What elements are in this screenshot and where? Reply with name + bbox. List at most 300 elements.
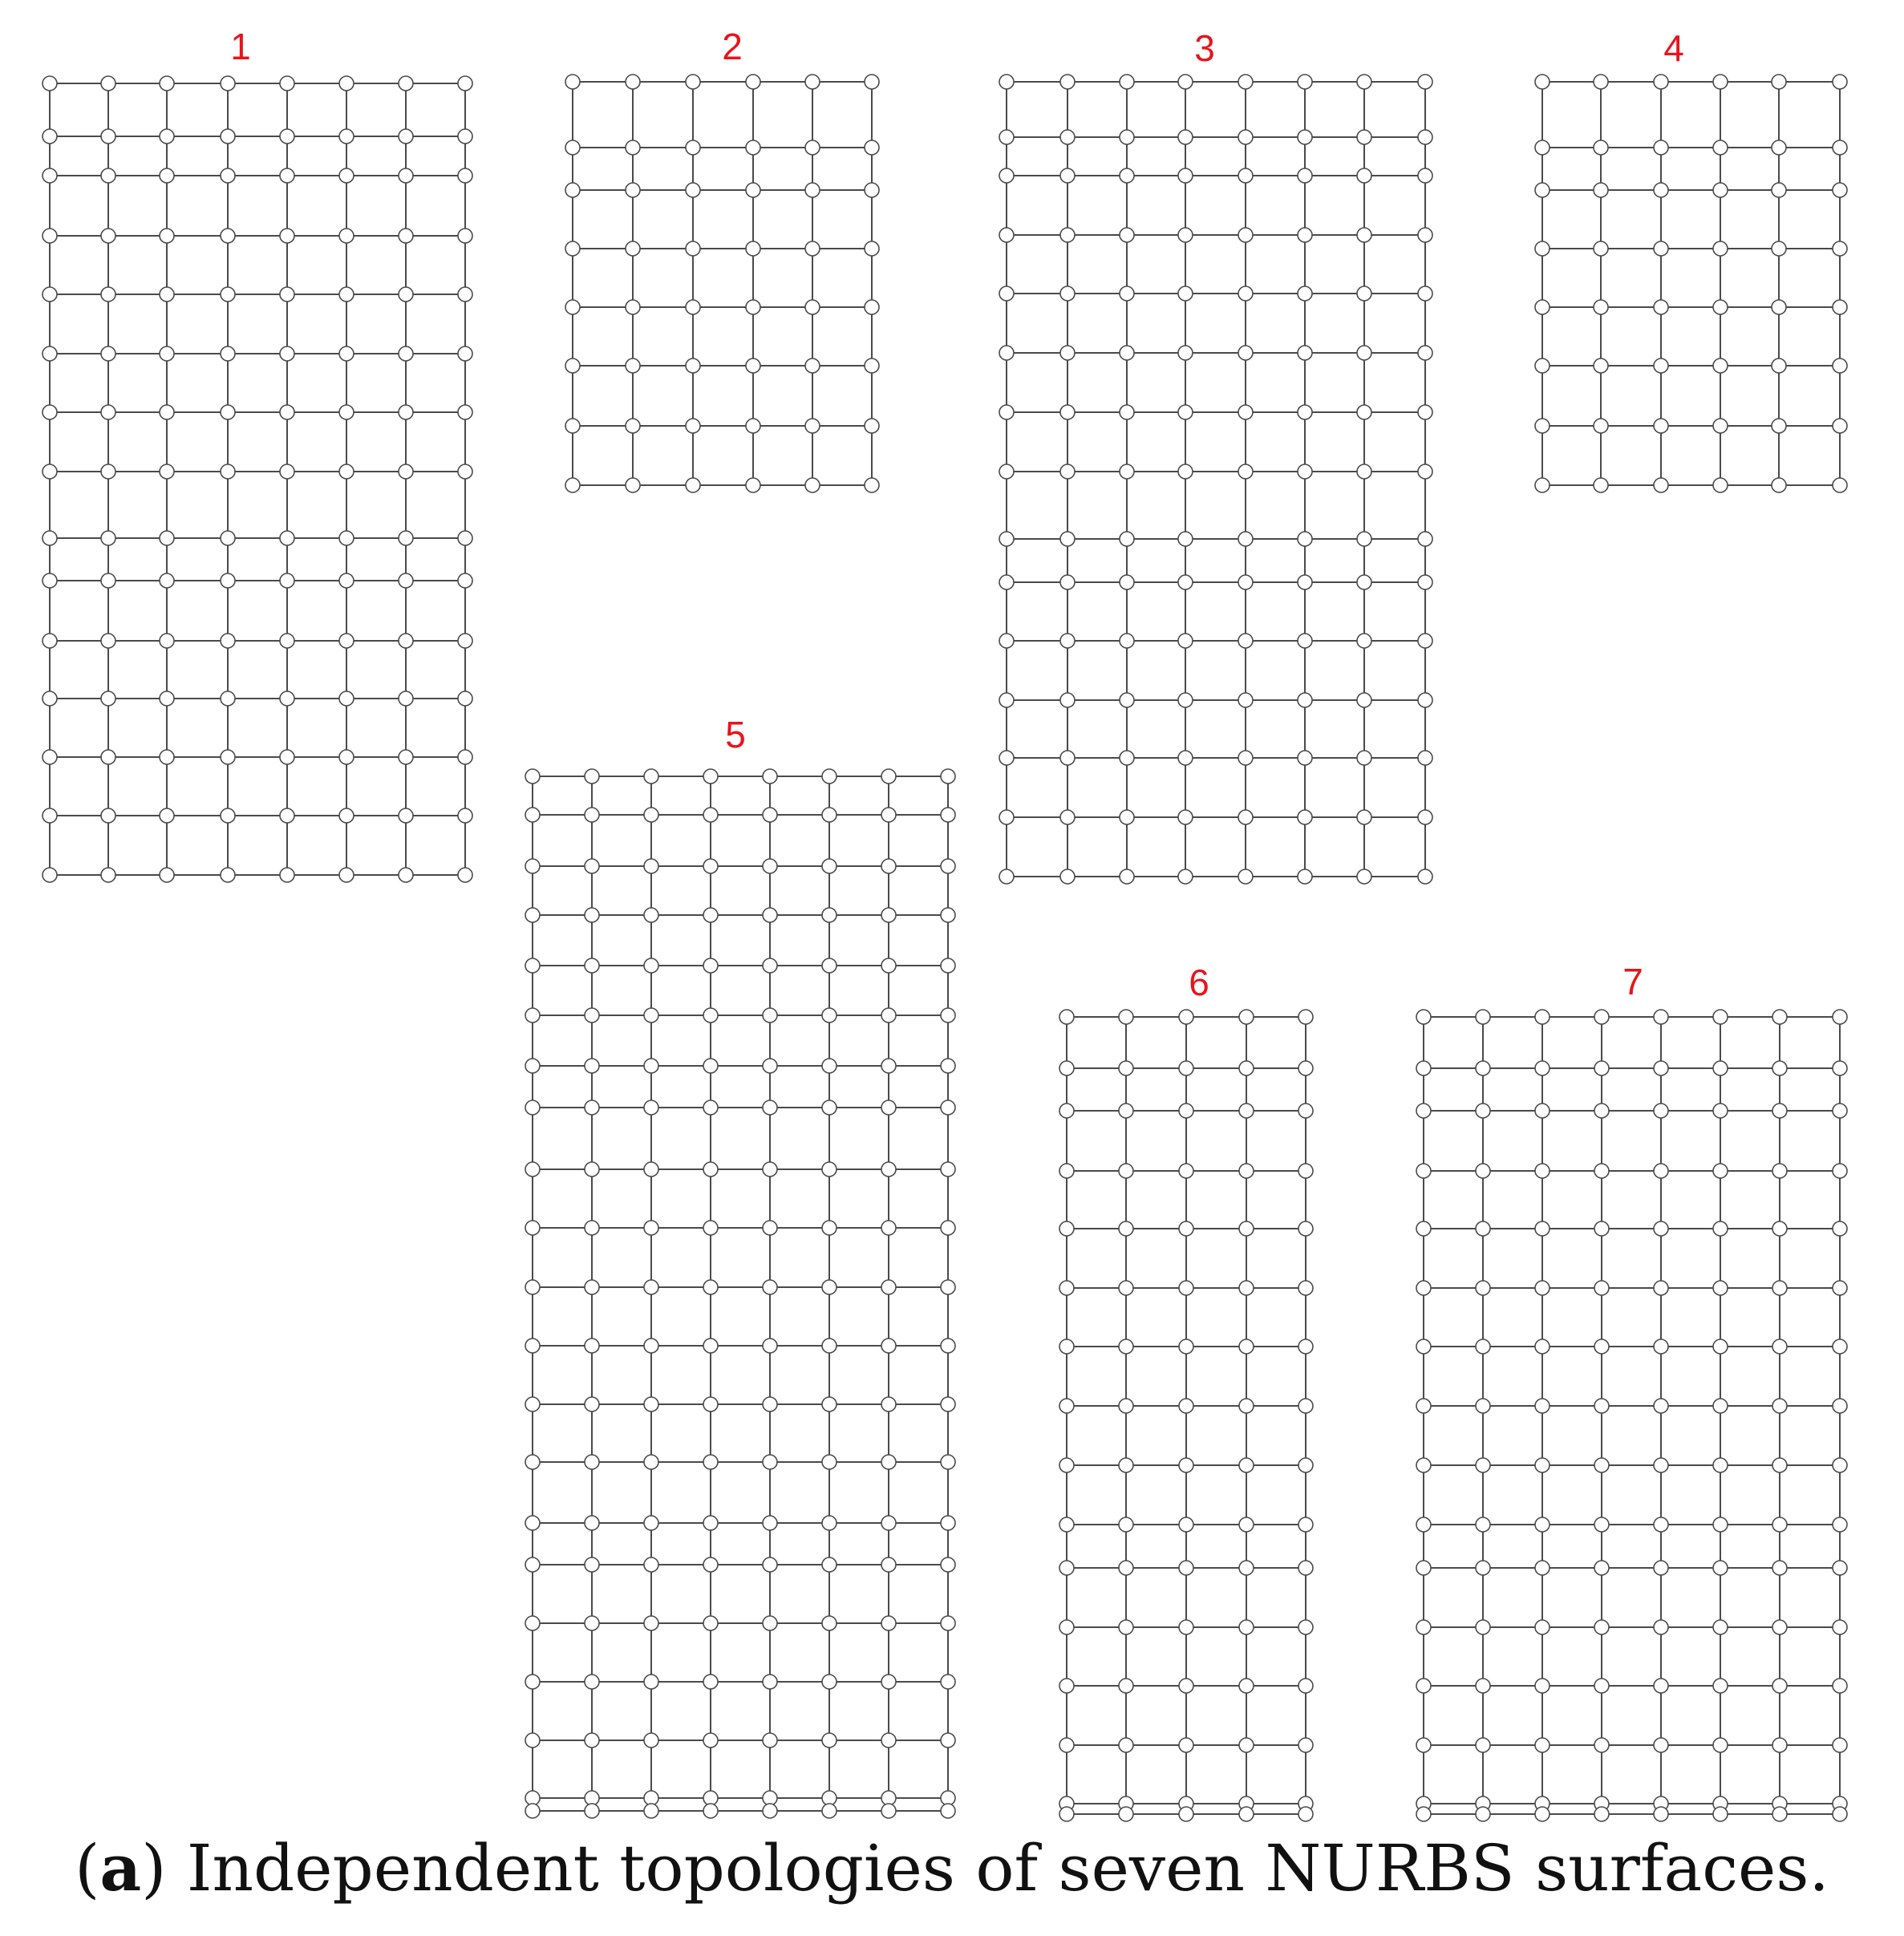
control-point bbox=[585, 1221, 599, 1235]
control-point bbox=[585, 1059, 599, 1073]
control-point bbox=[703, 1616, 718, 1630]
control-point bbox=[221, 808, 235, 823]
control-point bbox=[1120, 634, 1134, 648]
control-point bbox=[1120, 228, 1134, 242]
control-point bbox=[339, 634, 354, 648]
control-point bbox=[280, 168, 294, 183]
control-point bbox=[585, 1557, 599, 1572]
control-point bbox=[1418, 575, 1432, 589]
control-point bbox=[763, 1100, 777, 1115]
control-point bbox=[1179, 1807, 1193, 1821]
control-point bbox=[1418, 75, 1432, 89]
control-point bbox=[1594, 1061, 1609, 1075]
control-point bbox=[881, 1675, 896, 1689]
control-point bbox=[399, 691, 413, 706]
control-point bbox=[881, 808, 896, 822]
control-point bbox=[763, 1675, 777, 1689]
control-point bbox=[1060, 346, 1075, 360]
surface-label-5: 5 bbox=[725, 714, 746, 755]
control-point bbox=[1239, 1679, 1254, 1693]
control-point bbox=[280, 129, 294, 144]
control-point bbox=[525, 808, 540, 822]
control-point bbox=[1713, 1221, 1728, 1236]
control-point bbox=[1654, 1061, 1668, 1075]
control-point bbox=[1713, 1399, 1728, 1413]
control-point bbox=[881, 958, 896, 973]
control-point bbox=[458, 405, 472, 419]
control-point bbox=[805, 140, 820, 155]
control-point bbox=[525, 1397, 540, 1411]
control-point bbox=[101, 573, 115, 588]
control-point bbox=[1298, 634, 1312, 648]
control-point bbox=[1416, 1517, 1431, 1532]
control-point bbox=[1833, 1738, 1847, 1752]
control-point bbox=[280, 868, 294, 882]
control-point bbox=[1535, 1517, 1550, 1532]
control-point bbox=[1179, 1738, 1193, 1752]
control-point bbox=[221, 531, 235, 545]
control-point bbox=[822, 1221, 837, 1235]
control-point bbox=[644, 1162, 658, 1177]
control-point bbox=[1654, 1620, 1668, 1634]
control-point bbox=[703, 1008, 718, 1023]
control-point bbox=[101, 750, 115, 764]
control-point bbox=[160, 634, 174, 648]
control-point bbox=[43, 287, 57, 302]
control-point bbox=[703, 1675, 718, 1689]
control-point bbox=[399, 750, 413, 764]
control-point bbox=[1238, 869, 1253, 884]
control-point bbox=[585, 769, 599, 784]
control-point bbox=[1239, 1738, 1254, 1752]
control-point bbox=[746, 300, 760, 314]
control-point bbox=[763, 1280, 777, 1294]
control-point bbox=[1416, 1679, 1431, 1693]
control-point bbox=[881, 769, 896, 784]
control-point bbox=[644, 1804, 658, 1818]
control-point bbox=[805, 183, 820, 197]
control-point bbox=[881, 1804, 896, 1818]
control-point bbox=[763, 1059, 777, 1073]
control-point bbox=[1594, 1221, 1609, 1236]
control-point bbox=[1772, 1061, 1787, 1075]
control-point bbox=[1238, 405, 1253, 419]
control-point bbox=[1772, 1010, 1787, 1024]
control-point bbox=[1059, 1807, 1074, 1821]
control-point bbox=[881, 1100, 896, 1115]
control-point bbox=[1239, 1561, 1254, 1575]
control-point bbox=[644, 1733, 658, 1748]
control-point bbox=[43, 531, 57, 545]
control-point bbox=[763, 859, 777, 873]
control-point bbox=[763, 1616, 777, 1630]
control-point bbox=[101, 531, 115, 545]
control-point bbox=[1535, 358, 1550, 373]
control-point bbox=[1594, 478, 1608, 492]
control-point bbox=[763, 1455, 777, 1469]
control-point bbox=[865, 478, 879, 492]
control-point bbox=[1713, 358, 1728, 373]
control-point bbox=[221, 405, 235, 419]
control-point bbox=[1654, 1458, 1668, 1472]
control-point bbox=[881, 1616, 896, 1630]
control-point bbox=[101, 405, 115, 419]
control-point bbox=[1357, 286, 1371, 301]
control-point bbox=[1059, 1679, 1074, 1693]
control-point bbox=[1418, 464, 1432, 479]
control-point bbox=[1594, 1517, 1609, 1532]
control-point bbox=[525, 1516, 540, 1530]
surface-label-1: 1 bbox=[230, 26, 251, 67]
control-point bbox=[585, 908, 599, 922]
control-point bbox=[1059, 1164, 1074, 1178]
control-point bbox=[1418, 869, 1432, 884]
control-point bbox=[1239, 1061, 1254, 1075]
control-point bbox=[822, 1804, 837, 1818]
control-point bbox=[101, 76, 115, 91]
control-point bbox=[1418, 751, 1432, 765]
control-point bbox=[399, 229, 413, 243]
control-point bbox=[1119, 1517, 1133, 1532]
control-point bbox=[399, 76, 413, 91]
control-point bbox=[1059, 1104, 1074, 1118]
control-point bbox=[626, 183, 640, 197]
control-point bbox=[101, 464, 115, 479]
control-point bbox=[1119, 1104, 1133, 1118]
control-point bbox=[1119, 1458, 1133, 1472]
control-point bbox=[160, 531, 174, 545]
control-point bbox=[686, 419, 700, 433]
control-point bbox=[525, 1455, 540, 1469]
control-point bbox=[644, 958, 658, 973]
control-point bbox=[1713, 1679, 1728, 1693]
control-point bbox=[1713, 478, 1728, 492]
control-point bbox=[1238, 575, 1253, 589]
control-point bbox=[160, 287, 174, 302]
control-point bbox=[1713, 1104, 1728, 1118]
surface-label-6: 6 bbox=[1189, 962, 1209, 1003]
control-point bbox=[822, 1162, 837, 1177]
control-point bbox=[1416, 1221, 1431, 1236]
control-point bbox=[822, 1675, 837, 1689]
control-point bbox=[1416, 1010, 1431, 1024]
control-point bbox=[458, 634, 472, 648]
control-point bbox=[1060, 575, 1075, 589]
control-point bbox=[1654, 1399, 1668, 1413]
control-point bbox=[703, 808, 718, 822]
control-point bbox=[1594, 419, 1608, 433]
control-point bbox=[1654, 1561, 1668, 1575]
control-point bbox=[221, 573, 235, 588]
control-point bbox=[585, 1100, 599, 1115]
surface-5 bbox=[525, 714, 955, 1818]
control-point bbox=[746, 75, 760, 89]
surface-7 bbox=[1416, 961, 1847, 1821]
control-point bbox=[881, 1059, 896, 1073]
control-point bbox=[1535, 1738, 1550, 1752]
control-point bbox=[160, 573, 174, 588]
control-point bbox=[1594, 1281, 1609, 1295]
control-point bbox=[585, 1675, 599, 1689]
control-point bbox=[1179, 1679, 1193, 1693]
control-point bbox=[160, 168, 174, 183]
control-point bbox=[221, 346, 235, 361]
control-point bbox=[703, 1733, 718, 1748]
control-point bbox=[1772, 1221, 1787, 1236]
control-point bbox=[1713, 1061, 1728, 1075]
control-point bbox=[1059, 1458, 1074, 1472]
control-point bbox=[1654, 75, 1668, 89]
control-point bbox=[1713, 1164, 1728, 1178]
control-point bbox=[585, 1397, 599, 1411]
control-point bbox=[339, 691, 354, 706]
control-point bbox=[686, 75, 700, 89]
control-point bbox=[941, 1455, 955, 1469]
control-point bbox=[585, 1162, 599, 1177]
control-point bbox=[703, 1059, 718, 1073]
control-point bbox=[43, 129, 57, 144]
control-point bbox=[822, 1008, 837, 1023]
control-point bbox=[644, 1516, 658, 1530]
control-point bbox=[399, 808, 413, 823]
control-point bbox=[1476, 1221, 1490, 1236]
control-point bbox=[1179, 1164, 1193, 1178]
control-point bbox=[999, 228, 1014, 242]
control-point bbox=[1179, 1221, 1193, 1236]
control-point bbox=[1654, 183, 1668, 197]
control-point bbox=[1059, 1399, 1074, 1413]
control-point bbox=[280, 229, 294, 243]
control-point bbox=[1654, 140, 1668, 155]
control-point bbox=[1298, 1164, 1313, 1178]
control-point bbox=[703, 1280, 718, 1294]
control-point bbox=[686, 140, 700, 155]
control-point bbox=[1298, 693, 1312, 707]
control-point bbox=[221, 76, 235, 91]
control-point bbox=[339, 346, 354, 361]
control-point bbox=[1772, 358, 1786, 373]
control-point bbox=[1059, 1339, 1074, 1354]
control-point bbox=[1298, 75, 1312, 89]
control-point bbox=[221, 129, 235, 144]
control-point bbox=[1298, 464, 1312, 479]
control-point bbox=[1298, 1738, 1313, 1752]
control-point bbox=[1654, 241, 1668, 256]
caption-prefix: ( bbox=[75, 1831, 100, 1906]
control-point bbox=[1059, 1281, 1074, 1295]
control-point bbox=[881, 1397, 896, 1411]
control-point bbox=[941, 1008, 955, 1023]
control-point bbox=[1594, 1339, 1609, 1354]
control-point bbox=[1654, 358, 1668, 373]
control-point bbox=[1239, 1517, 1254, 1532]
control-point bbox=[881, 859, 896, 873]
control-point bbox=[1772, 1517, 1787, 1532]
control-point bbox=[644, 1339, 658, 1353]
control-point bbox=[686, 478, 700, 492]
control-point bbox=[1416, 1164, 1431, 1178]
control-point bbox=[458, 287, 472, 302]
control-point bbox=[1179, 1620, 1193, 1634]
control-point bbox=[1239, 1104, 1254, 1118]
control-point bbox=[1060, 228, 1075, 242]
control-point bbox=[525, 958, 540, 973]
control-point bbox=[399, 531, 413, 545]
control-point bbox=[644, 808, 658, 822]
control-point bbox=[1059, 1010, 1074, 1024]
control-point bbox=[1594, 1807, 1609, 1821]
control-point bbox=[1416, 1104, 1431, 1118]
control-point bbox=[1713, 419, 1728, 433]
control-point bbox=[458, 76, 472, 91]
control-point bbox=[1654, 1807, 1668, 1821]
control-point bbox=[805, 358, 820, 373]
control-point bbox=[1713, 1339, 1728, 1354]
control-point bbox=[686, 183, 700, 197]
control-point bbox=[626, 358, 640, 373]
control-point bbox=[1238, 168, 1253, 183]
control-point bbox=[1535, 183, 1550, 197]
control-point bbox=[525, 908, 540, 922]
control-point bbox=[280, 531, 294, 545]
control-point bbox=[221, 287, 235, 302]
control-point bbox=[1654, 1164, 1668, 1178]
control-point bbox=[1119, 1010, 1133, 1024]
control-point bbox=[1772, 1620, 1787, 1634]
control-point bbox=[763, 1733, 777, 1748]
control-point bbox=[1179, 1399, 1193, 1413]
control-point bbox=[1476, 1339, 1490, 1354]
surface-label-7: 7 bbox=[1622, 961, 1643, 1002]
control-point bbox=[746, 478, 760, 492]
control-point bbox=[1418, 693, 1432, 707]
control-point bbox=[280, 691, 294, 706]
control-point bbox=[941, 1059, 955, 1073]
control-point bbox=[1238, 75, 1253, 89]
control-point bbox=[865, 358, 879, 373]
control-point bbox=[1178, 464, 1193, 479]
control-point bbox=[43, 808, 57, 823]
control-point bbox=[1833, 419, 1847, 433]
control-point bbox=[1713, 75, 1728, 89]
control-point bbox=[1178, 75, 1193, 89]
control-point bbox=[1119, 1339, 1133, 1354]
control-point bbox=[1833, 1458, 1847, 1472]
control-point bbox=[1476, 1807, 1490, 1821]
control-point bbox=[1418, 634, 1432, 648]
control-point bbox=[1713, 1010, 1728, 1024]
control-point bbox=[881, 1162, 896, 1177]
control-point bbox=[999, 810, 1014, 824]
control-point bbox=[999, 751, 1014, 765]
control-point bbox=[221, 464, 235, 479]
control-point bbox=[686, 300, 700, 314]
control-point bbox=[43, 405, 57, 419]
control-point bbox=[1594, 140, 1608, 155]
control-point bbox=[865, 183, 879, 197]
control-point bbox=[805, 75, 820, 89]
control-point bbox=[865, 419, 879, 433]
control-point bbox=[1416, 1807, 1431, 1821]
control-point bbox=[339, 287, 354, 302]
control-point bbox=[1535, 1010, 1550, 1024]
control-point bbox=[999, 346, 1014, 360]
surface-4 bbox=[1535, 27, 1847, 492]
control-point bbox=[822, 1516, 837, 1530]
control-point bbox=[941, 1557, 955, 1572]
control-point bbox=[525, 769, 540, 784]
control-point bbox=[686, 358, 700, 373]
control-point bbox=[399, 464, 413, 479]
control-point bbox=[339, 531, 354, 545]
control-point bbox=[865, 140, 879, 155]
control-point bbox=[339, 868, 354, 882]
control-point bbox=[280, 573, 294, 588]
control-point bbox=[565, 300, 580, 314]
control-point bbox=[1059, 1221, 1074, 1236]
control-point bbox=[1298, 1281, 1313, 1295]
control-point bbox=[1772, 1458, 1787, 1472]
control-point bbox=[585, 808, 599, 822]
control-point bbox=[1654, 419, 1668, 433]
control-point bbox=[1418, 810, 1432, 824]
control-point bbox=[1772, 1281, 1787, 1295]
control-point bbox=[1178, 634, 1193, 648]
control-point bbox=[1298, 1620, 1313, 1634]
control-point bbox=[525, 1100, 540, 1115]
control-point bbox=[1833, 1010, 1847, 1024]
control-point bbox=[1418, 228, 1432, 242]
control-point bbox=[565, 478, 580, 492]
control-point bbox=[585, 1280, 599, 1294]
control-point bbox=[1178, 130, 1193, 144]
control-point bbox=[1772, 140, 1786, 155]
control-point bbox=[1298, 1517, 1313, 1532]
control-point bbox=[1594, 1458, 1609, 1472]
control-point bbox=[881, 1516, 896, 1530]
control-point bbox=[160, 129, 174, 144]
control-point bbox=[1594, 1679, 1609, 1693]
control-point bbox=[1238, 634, 1253, 648]
surface-label-2: 2 bbox=[722, 26, 743, 67]
control-point bbox=[1357, 634, 1371, 648]
control-point bbox=[999, 634, 1014, 648]
control-point bbox=[1239, 1339, 1254, 1354]
control-point bbox=[1833, 241, 1847, 256]
control-point bbox=[644, 908, 658, 922]
control-point bbox=[822, 1280, 837, 1294]
control-point bbox=[43, 868, 57, 882]
control-point bbox=[1535, 1399, 1550, 1413]
control-point bbox=[746, 241, 760, 256]
control-point bbox=[1120, 405, 1134, 419]
control-point bbox=[43, 691, 57, 706]
control-point bbox=[1298, 1561, 1313, 1575]
control-point bbox=[1119, 1281, 1133, 1295]
control-point bbox=[1059, 1738, 1074, 1752]
control-point bbox=[1833, 1339, 1847, 1354]
control-point bbox=[565, 358, 580, 373]
control-point bbox=[941, 1804, 955, 1818]
control-point bbox=[160, 808, 174, 823]
control-point bbox=[1059, 1561, 1074, 1575]
control-point bbox=[822, 859, 837, 873]
control-point bbox=[525, 859, 540, 873]
control-point bbox=[1833, 1104, 1847, 1118]
control-point bbox=[1179, 1517, 1193, 1532]
control-point bbox=[1535, 1679, 1550, 1693]
control-point bbox=[160, 750, 174, 764]
